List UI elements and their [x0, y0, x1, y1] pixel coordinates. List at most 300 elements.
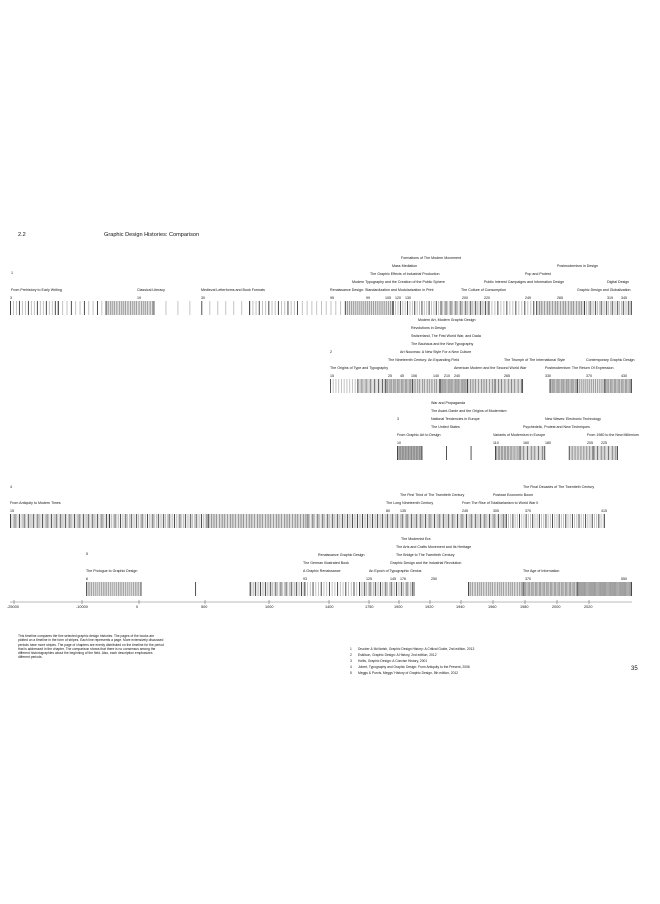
row-2-chapter: American Modern and the Second World War [454, 366, 527, 370]
page-stripe [433, 514, 434, 528]
page-stripe [474, 301, 475, 315]
page-stripe [322, 514, 323, 528]
page-stripe [156, 514, 157, 528]
chapter-divider [550, 379, 551, 393]
page-stripe [405, 582, 406, 596]
page-stripe [590, 301, 591, 315]
page-stripe [68, 514, 69, 528]
page-stripe [187, 514, 188, 528]
page-stripe [509, 379, 510, 393]
page-stripe [279, 582, 280, 596]
page-stripe [259, 514, 260, 528]
page-stripe [580, 446, 581, 460]
row-4-page-number: 305 [493, 509, 499, 513]
row-1-page-number: 99 [366, 296, 370, 300]
axis-tick-label: -25000 [7, 605, 19, 609]
page-stripe [339, 514, 340, 528]
page-stripe [361, 582, 362, 596]
page-stripe [267, 514, 268, 528]
page-stripe [434, 514, 435, 528]
page-stripe [309, 514, 310, 528]
page-stripe [378, 379, 379, 393]
page-stripe [33, 514, 34, 528]
page-stripe [579, 514, 580, 528]
page-stripe [183, 514, 184, 528]
page-stripe [377, 379, 378, 393]
row-1-chapter: Classical Literacy [137, 288, 165, 292]
page-stripe [269, 582, 270, 596]
page-stripe [97, 301, 98, 315]
row-2-page-number: 25 [388, 374, 392, 378]
page-stripe [317, 514, 318, 528]
chapter-divider [357, 379, 358, 393]
page-stripe [268, 301, 269, 315]
page-stripe [520, 379, 521, 393]
axis-tick-label: 1400 [325, 605, 334, 609]
page-stripe [98, 514, 99, 528]
page-stripe [467, 301, 468, 315]
page-stripe [189, 301, 190, 315]
page-stripe [230, 514, 231, 528]
page-stripe [280, 514, 281, 528]
page-stripe [281, 301, 282, 315]
page-stripe [364, 582, 365, 596]
page-stripe [142, 514, 143, 528]
page-stripe [442, 301, 443, 315]
page-stripe [506, 379, 507, 393]
page-stripe [260, 514, 261, 528]
page-stripe [118, 514, 119, 528]
page-stripe [503, 514, 504, 528]
page-stripe [329, 514, 330, 528]
row-1-chapter: Medieval Letterforms and Book Formats [201, 288, 265, 292]
page-stripe [445, 514, 446, 528]
page-stripe [395, 514, 396, 528]
row-5-chapter: The Bridge to The Twentieth Century [396, 553, 455, 557]
page-stripe [587, 514, 588, 528]
page-stripe [341, 514, 342, 528]
page-stripe [517, 514, 518, 528]
page-stripe [379, 514, 380, 528]
page-stripe [316, 301, 317, 315]
page-stripe [597, 301, 598, 315]
page-stripe [267, 582, 268, 596]
page-stripe [76, 514, 77, 528]
page-stripe [497, 514, 498, 528]
row-4-page-number: 135 [400, 509, 406, 513]
row-1-chapter: Mass Mediation [392, 264, 418, 268]
chapter-divider [506, 514, 507, 528]
page-stripe [167, 514, 168, 528]
page-stripe [46, 301, 47, 315]
page-stripe [565, 514, 566, 528]
page-stripe [269, 514, 270, 528]
page-stripe [519, 514, 520, 528]
page-stripe [88, 301, 89, 315]
page-stripe [307, 301, 308, 315]
page-stripe [329, 582, 330, 596]
page-stripe [414, 514, 415, 528]
page-stripe [275, 301, 276, 315]
row-2-chapter: The Nineteenth Century: An Expanding Field [388, 358, 460, 362]
page-stripe [271, 514, 272, 528]
page-stripe [89, 514, 90, 528]
page-stripe [614, 446, 615, 460]
page-stripe [275, 582, 276, 596]
reference-text: Jobert, Typography and Graphic Design: From Antiquity to the Present, 2006 [358, 665, 470, 669]
timeline-row-5 [86, 582, 632, 596]
page-stripe [236, 514, 237, 528]
page-stripe [344, 379, 345, 393]
page-stripe [40, 301, 41, 315]
page-stripe [327, 514, 328, 528]
page-stripe [294, 582, 295, 596]
page-stripe [604, 446, 605, 460]
page-stripe [77, 514, 78, 528]
page-stripe [378, 582, 379, 596]
page-stripe [546, 514, 547, 528]
page-stripe [573, 446, 574, 460]
row-1-chapter: Formations of The Modern Movement [401, 256, 462, 260]
page-stripe [382, 514, 383, 528]
page-stripe [49, 301, 50, 315]
page-stripe [224, 514, 225, 528]
page-stripe [242, 514, 243, 528]
page-stripe [503, 301, 504, 315]
row-4-page-number: 245 [462, 509, 468, 513]
chapter-divider [446, 446, 447, 460]
page-stripe [612, 446, 613, 460]
page-stripe [34, 514, 35, 528]
chapter-divider [604, 514, 605, 528]
page-stripe [115, 514, 116, 528]
page-stripe [496, 379, 497, 393]
page-stripe [595, 301, 596, 315]
page-stripe [54, 514, 55, 528]
page-stripe [380, 582, 381, 596]
row-5-page-number: 370 [525, 577, 531, 581]
page-stripe [612, 301, 613, 315]
page-stripe [591, 446, 592, 460]
row-1-chapter: Digital Design [607, 280, 630, 284]
page-stripe [542, 446, 543, 460]
page-stripe [316, 514, 317, 528]
page-stripe [532, 514, 533, 528]
page-stripe [539, 446, 540, 460]
page-stripe [359, 514, 360, 528]
page-stripe [630, 301, 631, 315]
row-2-page-number: 45 [400, 374, 404, 378]
page-stripe [408, 514, 409, 528]
page-stripe [598, 446, 599, 460]
page-stripe [422, 514, 423, 528]
page-stripe [138, 514, 139, 528]
page-stripe [213, 514, 214, 528]
row-2-page-number: 430 [621, 374, 627, 378]
page-stripe [272, 582, 273, 596]
page-stripe [346, 514, 347, 528]
row-1-chapter: The Graphic Effects of Industrial Production [370, 272, 440, 276]
chapter-divider [208, 514, 209, 528]
page-stripe [27, 514, 28, 528]
page-stripe [334, 582, 335, 596]
chapter-divider [195, 582, 196, 596]
page-stripe [410, 301, 411, 315]
page-stripe [170, 514, 171, 528]
page-stripe [231, 514, 232, 528]
page-stripe [253, 582, 254, 596]
axis-tick-label: 1900 [394, 605, 403, 609]
page-stripe [430, 514, 431, 528]
page-stripe [314, 514, 315, 528]
page-stripe [347, 514, 348, 528]
page-stripe [597, 446, 598, 460]
page-stripe [508, 379, 509, 393]
row-2-page-number: 210 [444, 374, 450, 378]
page-stripe [425, 514, 426, 528]
page-stripe [394, 582, 395, 596]
row-4-chapter: From Antiquity to Modern Times [10, 501, 61, 505]
axis-tick-label: 2020 [584, 605, 593, 609]
page-stripe [154, 514, 155, 528]
page-stripe [606, 301, 607, 315]
page-stripe [287, 582, 288, 596]
page-stripe [249, 514, 250, 528]
page-stripe [124, 514, 125, 528]
page-stripe [392, 514, 393, 528]
page-stripe [50, 514, 51, 528]
page-stripe [397, 514, 398, 528]
page-stripe [366, 379, 367, 393]
reference-number: 4 [350, 665, 352, 669]
page-stripe [586, 301, 587, 315]
page-stripe [360, 379, 361, 393]
row-5-chapter: The Arts and Crafts Movement and Its Heritage [396, 545, 472, 549]
page-stripe [229, 514, 230, 528]
page-stripe [73, 514, 74, 528]
page-stripe [460, 301, 461, 315]
page-stripe [504, 514, 505, 528]
page-stripe [30, 514, 31, 528]
page-stripe [298, 514, 299, 528]
page-stripe [478, 379, 479, 393]
page-stripe [491, 301, 492, 315]
page-stripe [302, 514, 303, 528]
page-stripe [526, 446, 527, 460]
page-stripe [274, 582, 275, 596]
chapter-divider [249, 301, 250, 315]
page-stripe [271, 514, 272, 528]
row-1-page-number: 220 [484, 296, 490, 300]
page-stripe [176, 514, 177, 528]
page-stripe [364, 379, 365, 393]
page-stripe [145, 514, 146, 528]
page-stripe [264, 514, 265, 528]
page-stripe [158, 514, 159, 528]
page-stripe [530, 446, 531, 460]
page-stripe [181, 514, 182, 528]
page-stripe [439, 514, 440, 528]
page-stripe [398, 582, 399, 596]
page-stripe [31, 301, 32, 315]
page-stripe [28, 301, 29, 315]
page-stripe [601, 301, 602, 315]
page-stripe [513, 379, 514, 393]
page-stripe [311, 301, 312, 315]
chapter-divider [523, 582, 524, 596]
page-stripe [477, 514, 478, 528]
page-stripe [592, 446, 593, 460]
page-stripe [482, 301, 483, 315]
page-stripe [374, 379, 375, 393]
page-stripe [444, 301, 445, 315]
page-stripe [34, 301, 35, 315]
axis-tick-label: 2000 [552, 605, 561, 609]
page-stripe [15, 514, 16, 528]
page-stripe [37, 301, 38, 315]
chapter-divider [297, 301, 298, 315]
page-stripe [60, 514, 61, 528]
chapter-divider [10, 514, 11, 528]
page-stripe [491, 379, 492, 393]
page-stripe [530, 301, 531, 315]
page-stripe [485, 301, 486, 315]
page-stripe [392, 582, 393, 596]
page-stripe [469, 379, 470, 393]
page-stripe [623, 301, 624, 315]
page-stripe [440, 514, 441, 528]
page-stripe [438, 301, 439, 315]
page-stripe [211, 514, 212, 528]
page-stripe [52, 301, 53, 315]
page-stripe [426, 301, 427, 315]
page-stripe [489, 514, 490, 528]
page-stripe [355, 379, 356, 393]
page-stripe [423, 514, 424, 528]
row-2-page-number: 15 [330, 374, 334, 378]
page-stripe [282, 514, 283, 528]
page-stripe [24, 514, 25, 528]
page-stripe [377, 582, 378, 596]
page-stripe [19, 301, 20, 315]
page-stripe [22, 514, 23, 528]
page-stripe [340, 582, 341, 596]
page-stripe [535, 446, 536, 460]
chapter-divider [440, 379, 441, 393]
page-stripe [451, 301, 452, 315]
page-stripe [179, 514, 180, 528]
page-stripe [504, 379, 505, 393]
row-2-page-number: 140 [433, 374, 439, 378]
page-stripe [289, 514, 290, 528]
page-stripe [628, 301, 629, 315]
page-stripe [466, 514, 467, 528]
page-stripe [368, 379, 369, 393]
page-stripe [492, 514, 493, 528]
page-stripe [592, 301, 593, 315]
reference-text: Eskilson, Graphic Design: A History, 2nd edition, 2012 [358, 653, 437, 657]
page-stripe [582, 446, 583, 460]
page-stripe [349, 514, 350, 528]
page-stripe [470, 301, 471, 315]
page-stripe [447, 301, 448, 315]
page-stripe [277, 582, 278, 596]
page-stripe [609, 446, 610, 460]
page-stripe [80, 514, 81, 528]
page-stripe [272, 301, 273, 315]
page-stripe [237, 514, 238, 528]
page-stripe [454, 301, 455, 315]
page-stripe [228, 514, 229, 528]
row-3-page-number: 10 [397, 441, 401, 445]
page-stripe [457, 514, 458, 528]
page-stripe [475, 301, 476, 315]
page-stripe [368, 582, 369, 596]
page-stripe [405, 514, 406, 528]
page-stripe [289, 582, 290, 596]
chapter-divider [393, 301, 394, 315]
page-stripe [537, 514, 538, 528]
row-2-chapter: The Origins of Type and Typography [330, 366, 389, 370]
page-stripe [220, 514, 221, 528]
page-stripe [225, 514, 226, 528]
chapter-divider [359, 582, 360, 596]
page-stripe [568, 514, 569, 528]
page-stripe [218, 514, 219, 528]
page-stripe [284, 301, 285, 315]
page-stripe [446, 514, 447, 528]
page-stripe [299, 514, 300, 528]
page-stripe [67, 301, 68, 315]
chapter-divider [304, 582, 305, 596]
page-stripe [250, 514, 251, 528]
page-stripe [380, 514, 381, 528]
chapter-divider [520, 446, 521, 460]
page-stripe [263, 582, 264, 596]
page-stripe [405, 301, 406, 315]
page-stripe [214, 514, 215, 528]
page-stripe [389, 582, 390, 596]
page-stripe [403, 514, 404, 528]
chapter-divider [536, 301, 537, 315]
page-stripe [381, 379, 382, 393]
page-stripe [599, 301, 600, 315]
row-5-page-number: 6 [86, 577, 88, 581]
row-4-chapter: The Long Nineteenth Century [386, 501, 434, 505]
page-stripe [259, 301, 260, 315]
page-stripe [521, 446, 522, 460]
page-stripe [480, 301, 481, 315]
page-stripe [519, 379, 520, 393]
page-stripe [13, 301, 14, 315]
row-3-page-number: 160 [523, 441, 529, 445]
chapter-divider [471, 446, 472, 460]
page-number: 35 [631, 666, 638, 672]
reference-number: 2 [350, 653, 352, 657]
page-stripe [59, 514, 60, 528]
chapter-divider [577, 582, 578, 596]
page-stripe [452, 301, 453, 315]
row-4-chapter: Postwar Economic Boom [493, 493, 534, 497]
chapter-divider [308, 514, 309, 528]
page-stripe [152, 514, 153, 528]
page-stripe [147, 514, 148, 528]
row-2-chapter: Contemporary Graphic Design [586, 358, 635, 362]
page-stripe [578, 446, 579, 460]
row-1-chapter: Public Interest Campaigns and Information Design [484, 280, 565, 284]
page-stripe [232, 514, 233, 528]
page-stripe [371, 582, 372, 596]
